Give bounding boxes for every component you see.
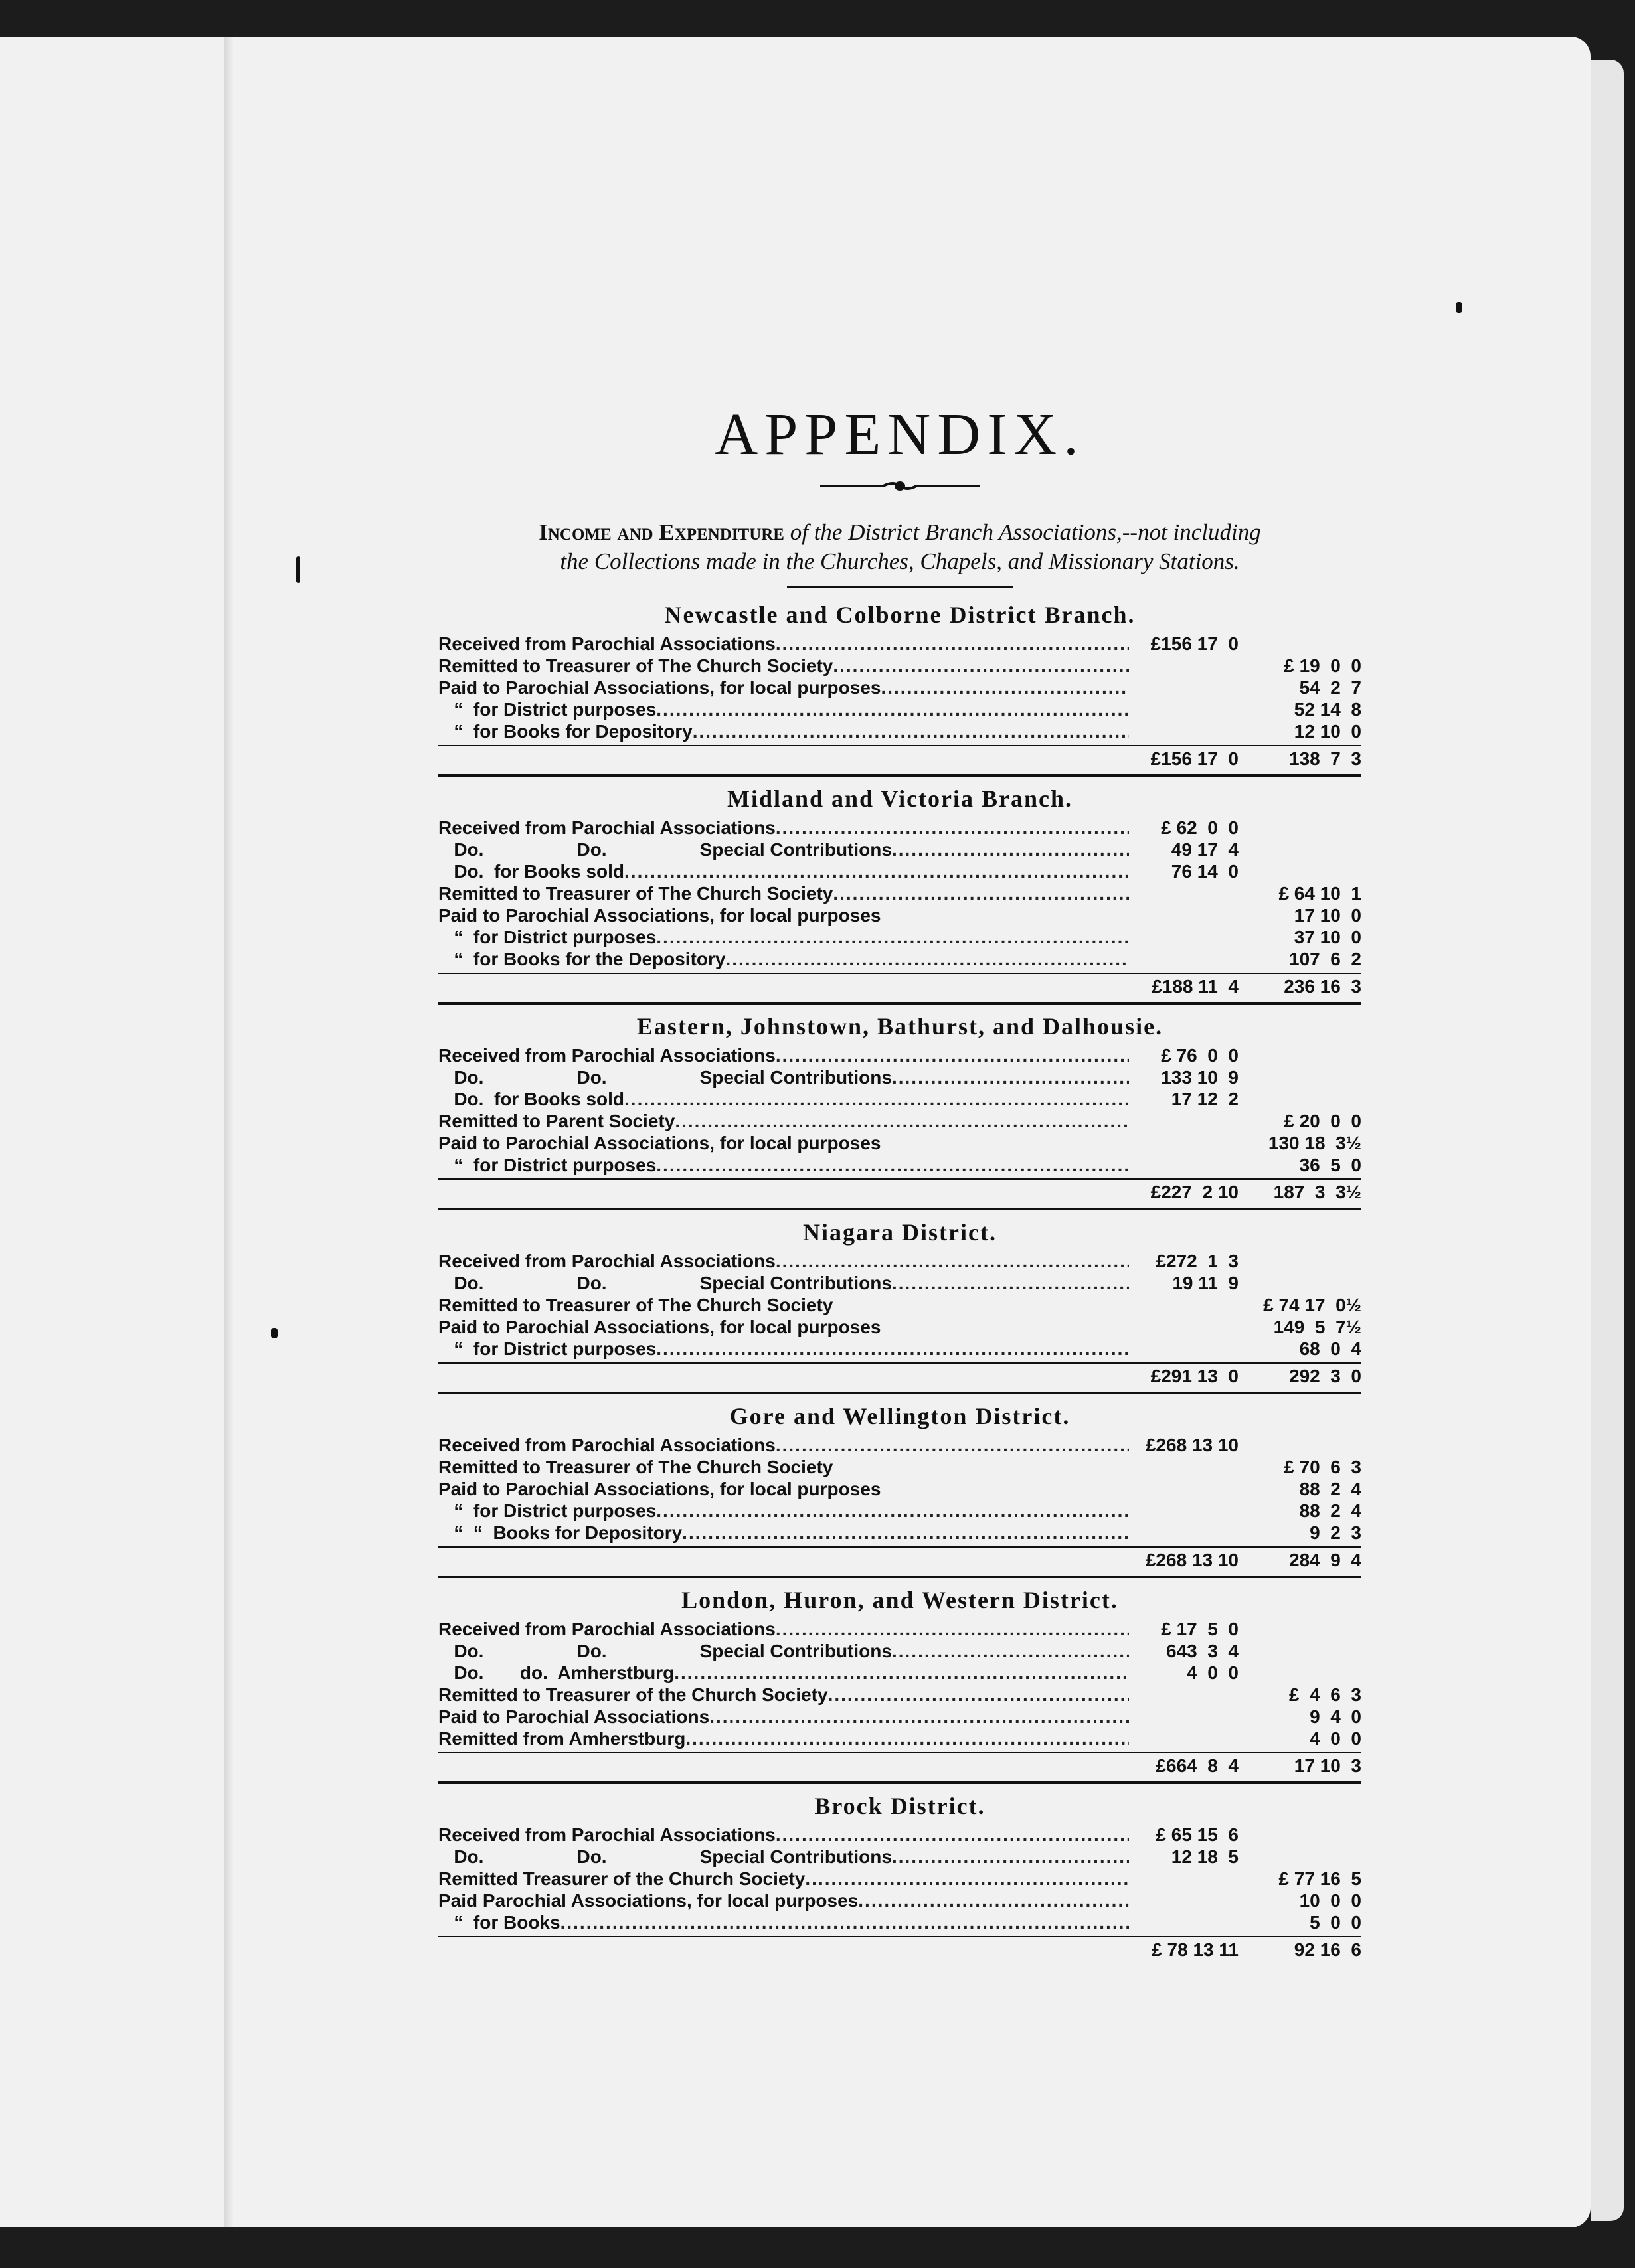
- ornament-icon: [820, 479, 980, 493]
- dot-leader: [624, 860, 1129, 882]
- total-received: £188 11 4: [1152, 976, 1239, 997]
- dot-leader: [833, 882, 1129, 904]
- ledger-row: [438, 1640, 1361, 1662]
- dot-leader: [624, 1088, 1129, 1110]
- row-label: [438, 1110, 1129, 1132]
- total-paid: 17 10 3: [1294, 1755, 1361, 1776]
- row-label-text: Do. Do. Special Contributions: [438, 1067, 892, 1088]
- section-rule: [438, 1576, 1361, 1578]
- row-label-text: Do. Do. Special Contributions: [438, 1273, 892, 1293]
- row-label-text: Received from Parochial Associations: [438, 1435, 776, 1455]
- total-received: £291 13 0: [1150, 1366, 1239, 1386]
- row-label-text: Do. Do. Special Contributions: [438, 839, 892, 860]
- ledger-row: [438, 720, 1361, 742]
- ledger-row: [438, 1500, 1361, 1522]
- dot-leader: [656, 926, 1129, 948]
- row-label-text: “ for District purposes: [438, 1500, 657, 1521]
- amount-received: £ 62 0 0: [1161, 817, 1239, 838]
- amount-received: 49 17 4: [1171, 839, 1239, 860]
- total-paid: 236 16 3: [1284, 976, 1361, 997]
- dot-leader: [682, 1522, 1129, 1544]
- dot-leader: [828, 1684, 1129, 1706]
- amount-received: £ 17 5 0: [1161, 1619, 1239, 1639]
- row-label-text: “ “ Books for Depository: [438, 1522, 683, 1543]
- ledger-row: [438, 1066, 1361, 1088]
- row-label: [438, 839, 1129, 860]
- dot-leader: [560, 1911, 1129, 1933]
- row-label: [438, 1868, 1129, 1890]
- total-received: £227 2 10: [1150, 1182, 1239, 1202]
- dot-leader: [892, 1272, 1129, 1294]
- page-title: APPENDIX.: [715, 402, 1085, 467]
- amount-paid: 9 2 3: [1310, 1522, 1361, 1543]
- section-title: Brock District.: [814, 1793, 986, 1819]
- total-received: £ 78 13 11: [1152, 1939, 1239, 1960]
- total-spacer: [438, 1937, 1129, 1963]
- section-title: Eastern, Johnstown, Bathurst, and Dalhousie.: [636, 1013, 1163, 1040]
- row-label: [438, 1154, 1129, 1176]
- row-label-text: “ for District purposes: [438, 1155, 657, 1175]
- total-spacer: [438, 1753, 1129, 1779]
- row-label-text: Remitted to Parent Society: [438, 1111, 675, 1131]
- row-label-text: Received from Parochial Associations: [438, 1045, 776, 1066]
- row-label-text: Paid to Parochial Associations: [438, 1706, 710, 1727]
- ledger-row: [438, 1868, 1361, 1890]
- amount-paid: 130 18 3½: [1268, 1133, 1361, 1153]
- row-label: [438, 948, 1129, 970]
- ledger-row: [438, 1272, 1361, 1294]
- section-rule: [438, 1781, 1361, 1784]
- ledger-row: [438, 1456, 1361, 1478]
- amount-paid: £ 64 10 1: [1278, 883, 1361, 904]
- amount-paid: 68 0 4: [1299, 1338, 1361, 1359]
- row-label: [438, 1640, 1129, 1662]
- dot-leader: [685, 1728, 1129, 1749]
- row-label-text: Remitted to Treasurer of The Church Society: [438, 1295, 833, 1315]
- section-rule: [438, 1002, 1361, 1005]
- ledger-row: [438, 860, 1361, 882]
- row-label: [438, 860, 1129, 882]
- district-section: [438, 1011, 1361, 1210]
- total-paid: 292 3 0: [1289, 1366, 1361, 1386]
- ledger-row: [438, 882, 1361, 904]
- row-label-text: Received from Parochial Associations: [438, 1824, 776, 1845]
- total-paid: 187 3 3½: [1273, 1182, 1361, 1202]
- intro-line-1: of the District Branch Associations,--not including: [784, 519, 1261, 545]
- dot-leader: [892, 1846, 1129, 1868]
- row-label-text: Paid to Parochial Associations, for local purposes: [438, 1133, 881, 1153]
- dot-leader: [656, 1500, 1129, 1522]
- row-label: [438, 720, 1129, 742]
- row-label: [438, 1618, 1129, 1640]
- dot-leader: [693, 720, 1129, 742]
- section-total-row: [438, 1752, 1361, 1779]
- row-label: [438, 633, 1129, 655]
- amount-paid: 88 2 4: [1299, 1479, 1361, 1499]
- total-spacer: [438, 746, 1129, 771]
- dot-leader: [858, 1890, 1129, 1911]
- amount-paid: 4 0 0: [1310, 1728, 1361, 1749]
- dot-leader: [805, 1868, 1129, 1890]
- section-title: Gore and Wellington District.: [729, 1403, 1071, 1429]
- section-rule: [438, 1392, 1361, 1394]
- dot-leader: [776, 633, 1129, 655]
- row-label: [438, 1911, 1129, 1933]
- row-label-text: “ for District purposes: [438, 927, 657, 947]
- amount-paid: £ 74 17 0½: [1263, 1295, 1361, 1315]
- total-paid: 92 16 6: [1294, 1939, 1361, 1960]
- amount-paid: £ 20 0 0: [1284, 1111, 1361, 1131]
- amount-received: £272 1 3: [1156, 1251, 1239, 1271]
- amount-received: 12 18 5: [1171, 1846, 1239, 1867]
- dot-leader: [675, 1110, 1129, 1132]
- ledger-row: [438, 1662, 1361, 1684]
- row-label-text: Paid Parochial Associations, for local purposes: [438, 1890, 859, 1911]
- total-paid: 284 9 4: [1289, 1550, 1361, 1570]
- dot-leader: [776, 1250, 1129, 1272]
- ledger-row: [438, 1522, 1361, 1544]
- amount-paid: £ 4 6 3: [1289, 1684, 1361, 1705]
- row-label-text: Paid to Parochial Associations, for local purposes: [438, 677, 881, 698]
- row-label: [438, 1272, 1129, 1294]
- amount-paid: 17 10 0: [1294, 905, 1361, 926]
- district-section: [438, 600, 1361, 777]
- total-received: £664 8 4: [1156, 1755, 1239, 1776]
- total-spacer: [438, 1548, 1129, 1573]
- amount-paid: 107 6 2: [1289, 949, 1361, 969]
- ledger-row: [438, 655, 1361, 677]
- section-title: Newcastle and Colborne District Branch.: [664, 602, 1136, 628]
- ledger-row: [438, 1250, 1361, 1272]
- row-label-text: Remitted to Treasurer of the Church Society: [438, 1684, 828, 1705]
- page-edge: [1591, 60, 1624, 2221]
- amount-paid: £ 77 16 5: [1278, 1868, 1361, 1889]
- row-label: [438, 698, 1129, 720]
- row-label-text: Do. for Books sold: [438, 861, 625, 882]
- dot-leader: [776, 1824, 1129, 1846]
- amount-paid: 149 5 7½: [1273, 1317, 1361, 1337]
- dot-leader: [725, 948, 1129, 970]
- row-label: [438, 1250, 1129, 1272]
- ledger-row: [438, 1911, 1361, 1933]
- row-label: [438, 655, 1129, 677]
- row-label: [438, 1316, 1129, 1338]
- row-label-text: Received from Parochial Associations: [438, 817, 776, 838]
- ledger-row: [438, 698, 1361, 720]
- amount-received: 643 3 4: [1166, 1641, 1239, 1661]
- row-label: [438, 904, 1129, 926]
- ink-spot: [1456, 302, 1462, 313]
- dot-leader: [833, 655, 1129, 677]
- row-label-text: Remitted from Amherstburg: [438, 1728, 686, 1749]
- sections-container: [438, 600, 1361, 1963]
- dot-leader: [776, 817, 1129, 839]
- row-label-text: Remitted Treasurer of the Church Society: [438, 1868, 806, 1889]
- district-section: [438, 1217, 1361, 1394]
- row-label-text: “ for Books for Depository: [438, 721, 693, 742]
- intro-lead: Income and Expenditure: [539, 519, 784, 545]
- total-received: £268 13 10: [1145, 1550, 1239, 1570]
- district-section: [438, 783, 1361, 1005]
- amount-received: 19 11 9: [1172, 1273, 1239, 1293]
- row-label: [438, 1662, 1129, 1684]
- ink-spot: [271, 1328, 278, 1338]
- section-title: Midland and Victoria Branch.: [727, 785, 1073, 812]
- section-total-row: [438, 1546, 1361, 1573]
- row-label: [438, 1728, 1129, 1749]
- ledger-row: [438, 1846, 1361, 1868]
- dot-leader: [776, 1044, 1129, 1066]
- section-total-row: [438, 1178, 1361, 1205]
- section-rule: [438, 1208, 1361, 1210]
- ledger-row: [438, 1478, 1361, 1500]
- dot-leader: [892, 1640, 1129, 1662]
- amount-received: £ 76 0 0: [1161, 1045, 1239, 1066]
- row-label-text: Paid to Parochial Associations, for local purposes: [438, 1317, 881, 1337]
- ledger-row: [438, 1684, 1361, 1706]
- intro-line-2: the Collections made in the Churches, Chapels, and Missionary Stations.: [560, 548, 1240, 574]
- row-label: [438, 1338, 1129, 1360]
- amount-paid: 9 4 0: [1310, 1706, 1361, 1727]
- section-total-row: [438, 1362, 1361, 1389]
- row-label: [438, 1044, 1129, 1066]
- ledger-row: [438, 1110, 1361, 1132]
- total-spacer: [438, 1364, 1129, 1389]
- ledger-row: [438, 1316, 1361, 1338]
- amount-paid: 88 2 4: [1299, 1500, 1361, 1521]
- ledger-row: [438, 1824, 1361, 1846]
- section-total-row: [438, 745, 1361, 771]
- row-label-text: Remitted to Treasurer of The Church Society: [438, 655, 833, 676]
- amount-received: £ 65 15 6: [1156, 1824, 1239, 1845]
- amount-paid: 37 10 0: [1294, 927, 1361, 947]
- row-label-text: Remitted to Treasurer of The Church Society: [438, 883, 833, 904]
- amount-paid: 36 5 0: [1299, 1155, 1361, 1175]
- amount-received: 4 0 0: [1187, 1662, 1239, 1683]
- amount-paid: 54 2 7: [1299, 677, 1361, 698]
- intro-rule: [787, 586, 1013, 588]
- dot-leader: [709, 1706, 1129, 1728]
- appendix-content: [438, 398, 1361, 1963]
- row-label-text: Remitted to Treasurer of The Church Society: [438, 1457, 833, 1477]
- row-label-text: “ for Books for the Depository: [438, 949, 726, 969]
- amount-paid: £ 70 6 3: [1284, 1457, 1361, 1477]
- dot-leader: [656, 1338, 1129, 1360]
- ledger-row: [438, 1338, 1361, 1360]
- dot-leader: [656, 698, 1129, 720]
- row-label-text: Paid to Parochial Associations, for local purposes: [438, 1479, 881, 1499]
- ledger-row: [438, 1154, 1361, 1176]
- ledger-row: [438, 948, 1361, 970]
- ledger-row: [438, 1706, 1361, 1728]
- page-gutter: [224, 37, 235, 2228]
- ledger-row: [438, 1294, 1361, 1316]
- amount-received: 133 10 9: [1161, 1067, 1239, 1088]
- ink-spot: [296, 556, 300, 583]
- ledger-row: [438, 1044, 1361, 1066]
- row-label-text: Do. for Books sold: [438, 1089, 625, 1109]
- row-label: [438, 817, 1129, 839]
- total-paid: 138 7 3: [1289, 748, 1361, 769]
- row-label: [438, 1500, 1129, 1522]
- row-label: [438, 926, 1129, 948]
- total-spacer: [438, 1180, 1129, 1205]
- row-label: [438, 1066, 1129, 1088]
- row-label: [438, 1706, 1129, 1728]
- intro-text: [438, 518, 1361, 576]
- dot-leader: [892, 1066, 1129, 1088]
- dot-leader: [674, 1662, 1129, 1684]
- district-section: [438, 1585, 1361, 1784]
- ledger-row: [438, 633, 1361, 655]
- amount-paid: 10 0 0: [1299, 1890, 1361, 1911]
- amount-received: 76 14 0: [1171, 861, 1239, 882]
- total-spacer: [438, 974, 1129, 999]
- amount-received: £156 17 0: [1150, 633, 1239, 654]
- row-label: [438, 1294, 1129, 1316]
- row-label: [438, 1846, 1129, 1868]
- ledger-row: [438, 1132, 1361, 1154]
- ledger-row: [438, 926, 1361, 948]
- ledger-row: [438, 839, 1361, 860]
- ledger-row: [438, 1728, 1361, 1749]
- row-label-text: Do. Do. Special Contributions: [438, 1846, 892, 1867]
- row-label: [438, 1434, 1129, 1456]
- ledger-row: [438, 1434, 1361, 1456]
- row-label: [438, 1132, 1129, 1154]
- district-section: [438, 1401, 1361, 1578]
- row-label: [438, 1890, 1129, 1911]
- section-total-row: [438, 973, 1361, 999]
- district-section: [438, 1791, 1361, 1963]
- row-label-text: “ for District purposes: [438, 699, 657, 720]
- row-label: [438, 1456, 1129, 1478]
- section-title: Niagara District.: [803, 1219, 997, 1246]
- amount-received: £268 13 10: [1145, 1435, 1239, 1455]
- row-label-text: Do. do. Amherstburg: [438, 1662, 675, 1683]
- row-label: [438, 677, 1129, 698]
- amount-received: 17 12 2: [1171, 1089, 1239, 1109]
- dot-leader: [881, 677, 1129, 698]
- amount-paid: 12 10 0: [1294, 721, 1361, 742]
- row-label: [438, 1522, 1129, 1544]
- row-label-text: “ for District purposes: [438, 1338, 657, 1359]
- ledger-row: [438, 1890, 1361, 1911]
- amount-paid: 5 0 0: [1310, 1912, 1361, 1933]
- row-label: [438, 1824, 1129, 1846]
- dot-leader: [892, 839, 1129, 860]
- row-label-text: Paid to Parochial Associations, for local purposes: [438, 905, 881, 926]
- ledger-row: [438, 1618, 1361, 1640]
- total-received: £156 17 0: [1150, 748, 1239, 769]
- ledger-row: [438, 1088, 1361, 1110]
- row-label-text: “ for Books: [438, 1912, 560, 1933]
- section-rule: [438, 774, 1361, 777]
- row-label: [438, 1478, 1129, 1500]
- row-label: [438, 1088, 1129, 1110]
- row-label: [438, 1684, 1129, 1706]
- dot-leader: [656, 1154, 1129, 1176]
- section-total-row: [438, 1936, 1361, 1963]
- ledger-row: [438, 904, 1361, 926]
- dot-leader: [776, 1434, 1129, 1456]
- row-label-text: Received from Parochial Associations: [438, 1251, 776, 1271]
- amount-paid: £ 19 0 0: [1284, 655, 1361, 676]
- row-label-text: Received from Parochial Associations: [438, 633, 776, 654]
- dot-leader: [776, 1618, 1129, 1640]
- ledger-row: [438, 817, 1361, 839]
- amount-paid: 52 14 8: [1294, 699, 1361, 720]
- section-title: London, Huron, and Western District.: [681, 1587, 1118, 1613]
- row-label-text: Do. Do. Special Contributions: [438, 1641, 892, 1661]
- row-label-text: Received from Parochial Associations: [438, 1619, 776, 1639]
- ledger-row: [438, 677, 1361, 698]
- row-label: [438, 882, 1129, 904]
